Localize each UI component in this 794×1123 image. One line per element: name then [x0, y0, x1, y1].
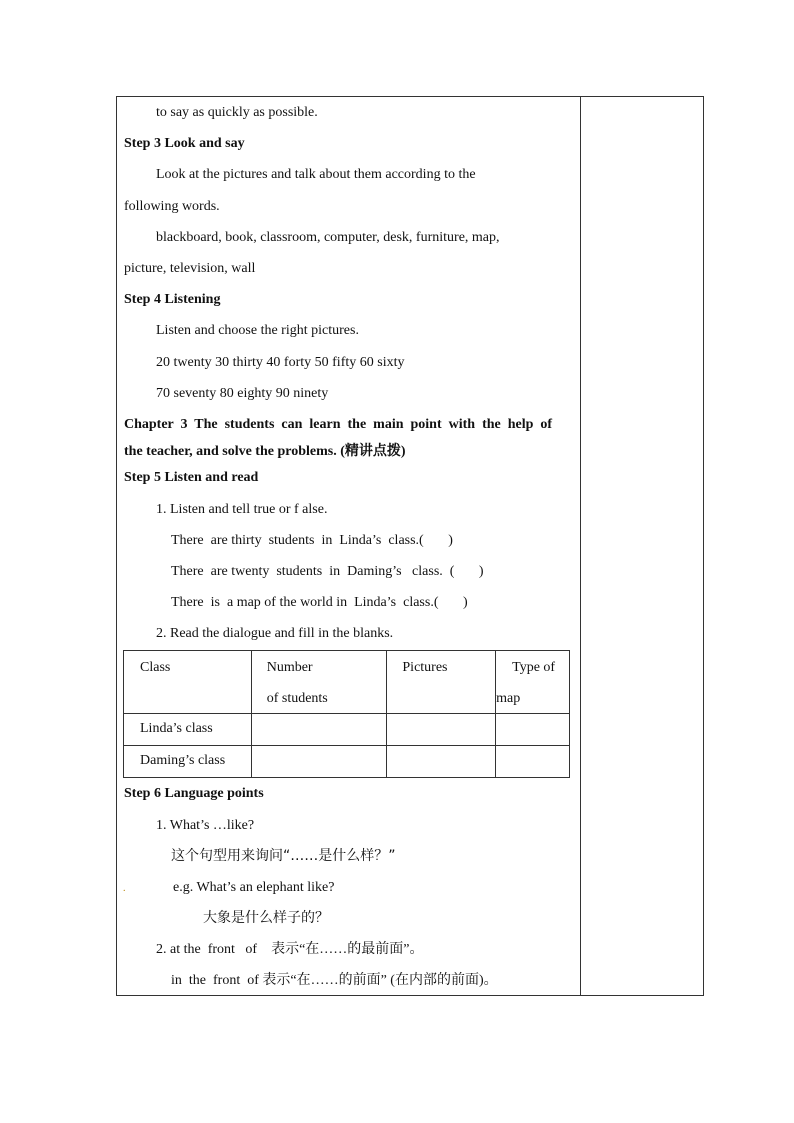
- chinese-explanation: 这个句型用来询问“……是什么样？”: [171, 848, 396, 864]
- blank-cell[interactable]: [387, 714, 496, 746]
- table-row: [124, 714, 570, 746]
- header-class: Class: [140, 660, 171, 675]
- true-false-item: There are thirty students in Linda’s class.( ): [171, 533, 453, 548]
- header-number: Number: [266, 660, 313, 675]
- header-cell: [124, 651, 252, 714]
- true-false-item: There is a map of the world in Linda’s class.( ): [171, 595, 468, 610]
- column-divider: [580, 96, 581, 996]
- chapter3-heading-cont: the teacher, and solve the problems. (精讲点拨): [124, 444, 406, 459]
- step3-heading: Step 3 Look and say: [124, 136, 245, 151]
- table-header-row: [124, 651, 570, 714]
- row-label-cell: [124, 714, 252, 746]
- blank-cell[interactable]: [387, 746, 496, 778]
- row-label: Linda’s class: [140, 721, 213, 736]
- header-number-cont: of students: [266, 691, 328, 706]
- header-cell: [251, 651, 387, 714]
- text-line: Look at the pictures and talk about them according to the: [156, 167, 476, 182]
- table-row: [124, 746, 570, 778]
- step5-heading: Step 5 Listen and read: [124, 470, 259, 485]
- header-type: Type of: [512, 660, 556, 675]
- vocabulary-line: picture, television, wall: [124, 261, 256, 276]
- chinese-translation: 大象是什么样子的？: [203, 910, 329, 926]
- text-line: following words.: [124, 199, 220, 214]
- blank-cell[interactable]: [251, 714, 387, 746]
- stray-mark: .: [123, 883, 126, 894]
- text-line: to say as quickly as possible.: [156, 105, 318, 120]
- exercise-instruction: 1. Listen and tell true or f alse.: [156, 502, 328, 517]
- row-label: Daming’s class: [140, 753, 226, 768]
- vocabulary-line: blackboard, book, classroom, computer, desk, furniture, map,: [156, 230, 500, 245]
- example-sentence: e.g. What’s an elephant like?: [173, 880, 335, 895]
- numbers-line: 20 twenty 30 thirty 40 forty 50 fifty 60 sixty: [156, 355, 405, 370]
- blank-cell[interactable]: [251, 746, 387, 778]
- row-label-cell: [124, 746, 252, 778]
- numbers-line: 70 seventy 80 eighty 90 ninety: [156, 386, 329, 401]
- true-false-item: There are twenty students in Daming’s class. ( ): [171, 564, 484, 579]
- chapter3-heading: Chapter 3 The students can learn the main point with the help of: [124, 417, 553, 432]
- header-type-cont: map: [496, 691, 521, 706]
- language-point: 1. What’s …like?: [156, 818, 255, 833]
- language-point: 2. at the front of 表示“在……的最前面”。: [156, 942, 424, 957]
- step6-heading: Step 6 Language points: [124, 786, 264, 801]
- exercise-instruction: 2. Read the dialogue and fill in the blanks.: [156, 626, 394, 641]
- text-line: Listen and choose the right pictures.: [156, 323, 359, 338]
- header-cell: [496, 651, 570, 714]
- header-cell: [387, 651, 496, 714]
- language-point: in the front of 表示“在……的前面” (在内部的前面)。: [171, 973, 498, 988]
- header-pictures: Pictures: [402, 660, 448, 675]
- step4-heading: Step 4 Listening: [124, 292, 221, 307]
- blank-cell[interactable]: [496, 714, 570, 746]
- blank-cell[interactable]: [496, 746, 570, 778]
- fill-in-table: [123, 650, 570, 778]
